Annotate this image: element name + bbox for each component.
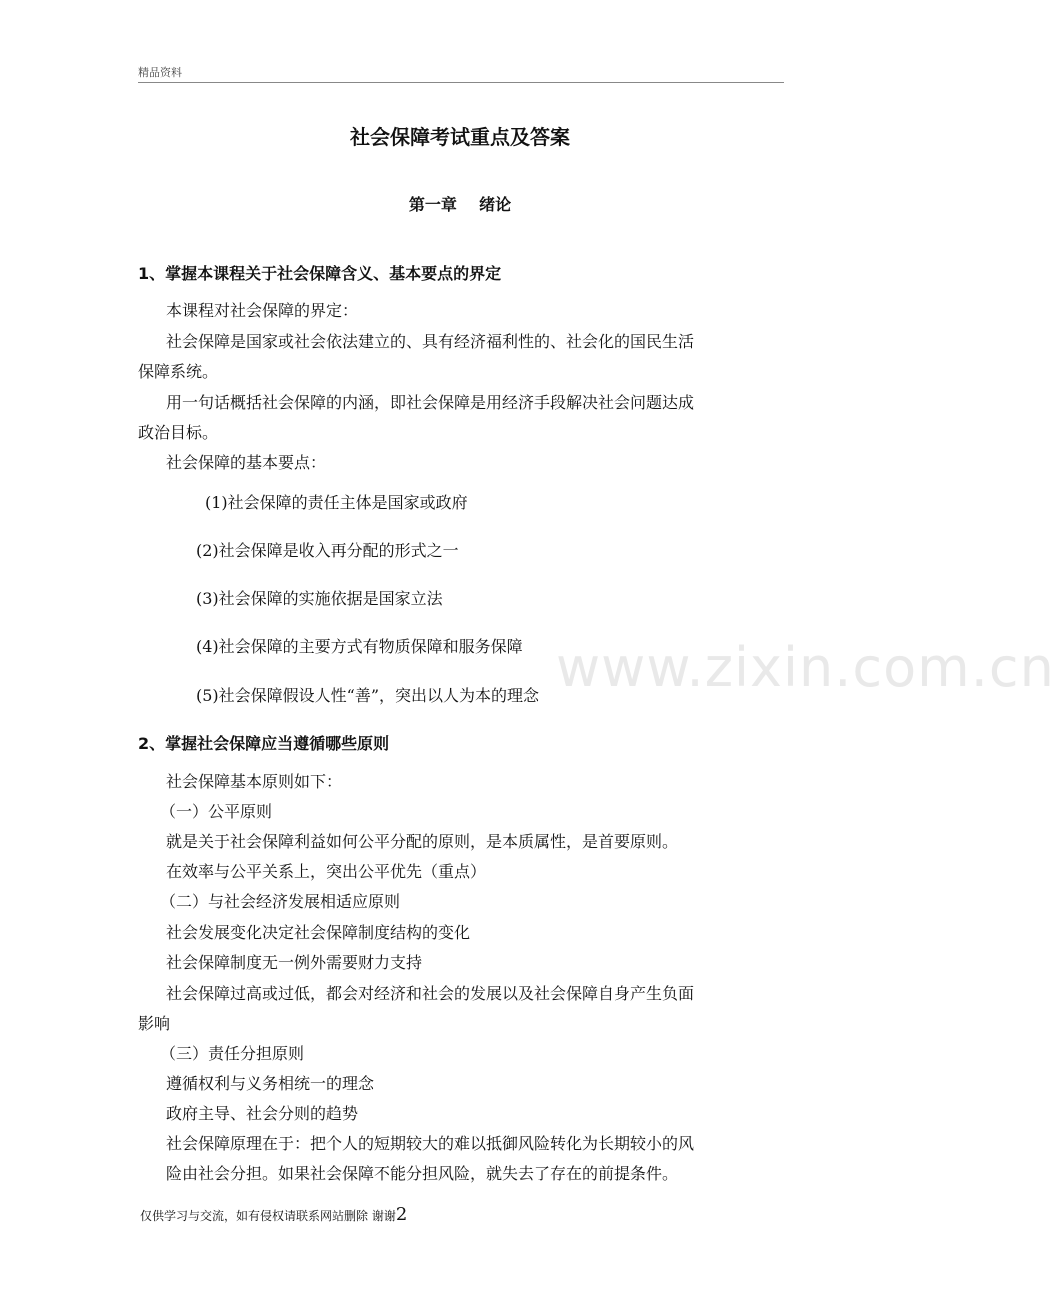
paragraph: 社会保障是国家或社会依法建立的、具有经济福利性的、社会化的国民生活	[166, 332, 695, 351]
paragraph: 社会保障制度无一例外需要财力支持	[166, 953, 423, 972]
paragraph: 险由社会分担。如果社会保障不能分担风险，就失去了存在的前提条件。	[166, 1164, 679, 1183]
paragraph: 保障系统。	[138, 362, 219, 381]
paragraph: 社会发展变化决定社会保障制度结构的变化	[166, 923, 471, 942]
paragraph: 遵循权利与义务相统一的理念	[166, 1074, 375, 1093]
paragraph: 政府主导、社会分则的趋势	[166, 1104, 359, 1123]
footer-text: 仅供学习与交流，如有侵权请联系网站删除 谢谢	[140, 1209, 396, 1223]
paragraph: 政治目标。	[138, 423, 219, 442]
paragraph: 在效率与公平关系上，突出公平优先（重点）	[166, 862, 487, 881]
list-item: (1)社会保障的责任主体是国家或政府	[205, 493, 468, 512]
list-item: (5)社会保障假设人性“善”，突出以人为本的理念	[196, 686, 540, 705]
section2-heading: 2、掌握社会保障应当遵循哪些原则	[138, 734, 390, 753]
list-item: (3)社会保障的实施依据是国家立法	[196, 589, 443, 608]
page-number: 2	[395, 1204, 408, 1225]
paragraph: 用一句话概括社会保障的内涵，即社会保障是用经济手段解决社会问题达成	[166, 393, 695, 412]
paragraph: 本课程对社会保障的界定：	[166, 301, 359, 320]
paragraph: 社会保障基本原则如下：	[166, 772, 343, 791]
paragraph: （二）与社会经济发展相适应原则	[160, 892, 401, 911]
header-divider	[138, 82, 784, 83]
paragraph: 就是关于社会保障利益如何公平分配的原则，是本质属性，是首要原则。	[166, 832, 679, 851]
list-item: (2)社会保障是收入再分配的形式之一	[196, 541, 459, 560]
chapter-heading: 第一章 绪论	[408, 195, 512, 214]
paragraph: 社会保障的基本要点：	[166, 453, 327, 472]
list-item: (4)社会保障的主要方式有物质保障和服务保障	[196, 637, 523, 656]
page-header: 精品资料	[138, 66, 182, 79]
paragraph: （三）责任分担原则	[160, 1044, 305, 1063]
paragraph: （一）公平原则	[160, 802, 273, 821]
page-footer	[140, 1204, 407, 1225]
paragraph: 社会保障过高或过低，都会对经济和社会的发展以及社会保障自身产生负面	[166, 984, 695, 1003]
section1-heading: 1、掌握本课程关于社会保障含义、基本要点的界定	[138, 264, 502, 283]
document-title: 社会保障考试重点及答案	[350, 125, 570, 149]
paragraph: 影响	[138, 1014, 171, 1033]
paragraph: 社会保障原理在于：把个人的短期较大的难以抵御风险转化为长期较小的风	[166, 1134, 695, 1153]
watermark: www.zixin.com.cn	[556, 636, 1055, 699]
